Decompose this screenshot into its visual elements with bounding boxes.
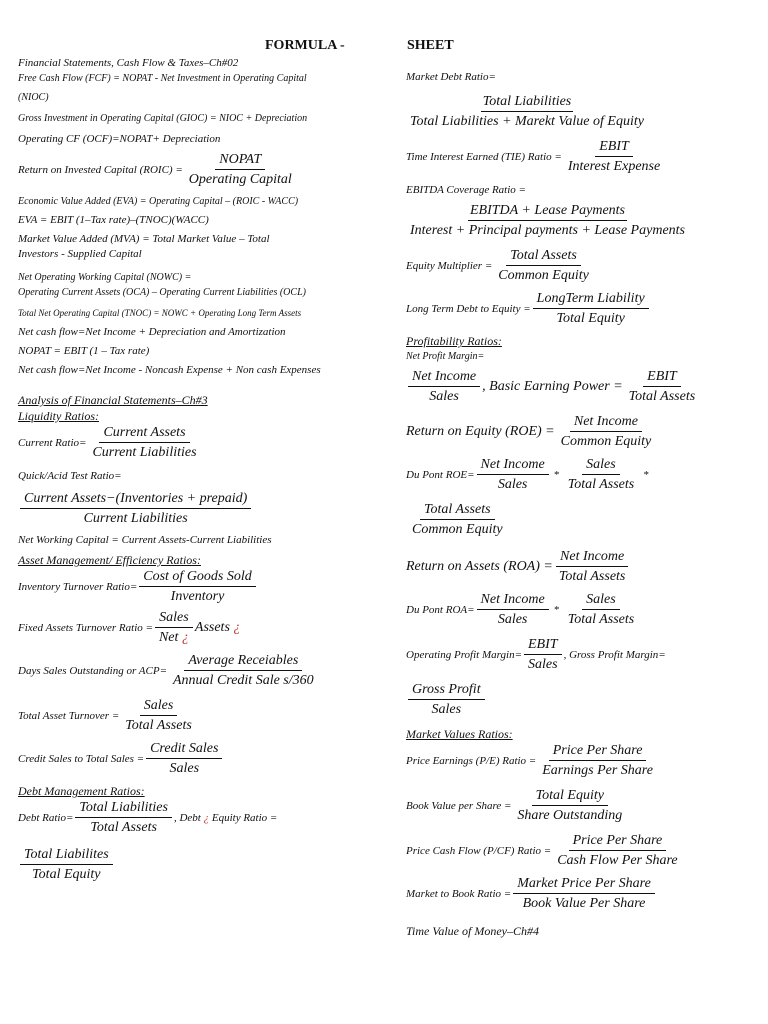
du-pont-roe-fraction-2 bbox=[564, 456, 639, 493]
profitability-heading: Profitability Ratios: bbox=[406, 334, 502, 348]
debt-equity-label: , Debt ¿ Equity Ratio = bbox=[173, 811, 278, 824]
du-pont-roa-denominator-2: Total Assets bbox=[567, 612, 635, 627]
net-profit-margin-label: Net Profit Margin= bbox=[406, 351, 485, 362]
price-cash-flow-formula bbox=[406, 832, 756, 869]
debt-equity-formula bbox=[18, 846, 388, 883]
title-sheet: SHEET bbox=[407, 38, 454, 53]
du-pont-roe-fraction-1 bbox=[477, 456, 549, 493]
current-ratio-formula bbox=[18, 424, 388, 461]
roa-numerator: Net Income bbox=[556, 548, 628, 567]
operating-profit-margin-label: Operating Profit Margin= bbox=[406, 648, 522, 661]
du-pont-roa-fraction-2 bbox=[564, 591, 639, 628]
operating-profit-margin-numerator: EBIT bbox=[524, 636, 562, 655]
ch4-heading: Time Value of Money–Ch#4 bbox=[406, 924, 539, 938]
current-ratio-label: Current Ratio= bbox=[18, 436, 87, 449]
long-term-debt-equity-numerator: LongTerm Liability bbox=[533, 290, 649, 309]
operating-profit-margin-denominator: Sales bbox=[528, 657, 558, 672]
ch2-heading: Financial Statements, Cash Flow & Taxes–Ch#02 bbox=[18, 57, 239, 69]
title-formula: FORMULA - bbox=[265, 38, 345, 53]
price-cash-flow-fraction bbox=[553, 832, 681, 869]
gross-profit-margin-label: , Gross Profit Margin= bbox=[563, 648, 666, 661]
current-ratio-fraction bbox=[88, 424, 200, 461]
market-debt-ratio-fraction bbox=[408, 93, 646, 130]
market-debt-ratio-label: Market Debt Ratio= bbox=[406, 71, 496, 83]
dso-denominator: Annual Credit Sale s/360 bbox=[173, 673, 314, 688]
roic-numerator: NOPAT bbox=[215, 151, 265, 170]
ncf-formula-2: Net cash flow=Net Income - Noncash Expense + Non cash Expenses bbox=[18, 364, 321, 376]
du-pont-roe-numerator-3: Total Assets bbox=[420, 501, 495, 520]
debt-ratio-formula bbox=[18, 799, 388, 836]
du-pont-roe-denominator-2: Total Assets bbox=[567, 477, 635, 492]
ebitda-coverage-formula bbox=[406, 202, 756, 239]
net-profit-margin-denominator: Sales bbox=[429, 389, 459, 404]
pe-ratio-denominator: Earnings Per Share bbox=[542, 763, 653, 778]
fcf-line-2: (NIOC) bbox=[18, 92, 49, 103]
debt-ratio-label: Debt Ratio= bbox=[18, 811, 74, 824]
gross-profit-margin-fraction bbox=[408, 681, 485, 718]
nowc-formula-1: Net Operating Working Capital (NOWC) = bbox=[18, 272, 192, 283]
roe-denominator: Common Equity bbox=[560, 434, 652, 449]
tie-numerator: EBIT bbox=[595, 138, 633, 157]
tie-fraction bbox=[564, 138, 664, 175]
basic-earning-power-numerator: EBIT bbox=[643, 368, 681, 387]
inventory-turnover-formula bbox=[18, 568, 388, 605]
dso-formula bbox=[18, 652, 388, 689]
debt-ratio-numerator: Total Liabilities bbox=[75, 799, 172, 818]
credit-sales-formula bbox=[18, 740, 388, 777]
du-pont-roe-numerator-1: Net Income bbox=[477, 456, 549, 475]
du-pont-roe-fraction-3 bbox=[408, 501, 507, 538]
roic-formula bbox=[18, 151, 388, 188]
nwc-formula: Net Working Capital = Current Assets-Current Liabilities bbox=[18, 534, 272, 546]
roe-fraction bbox=[557, 413, 656, 450]
fixed-assets-turnover-label: Fixed Assets Turnover Ratio = bbox=[18, 621, 153, 634]
basic-earning-power-fraction bbox=[625, 368, 700, 405]
roic-fraction bbox=[185, 151, 296, 188]
ocf-formula: Operating CF (OCF)=NOPAT+ Depreciation bbox=[18, 133, 221, 145]
total-asset-turnover-formula bbox=[18, 697, 388, 734]
book-value-fraction bbox=[513, 787, 626, 824]
roic-label: Return on Invested Capital (ROIC) = bbox=[18, 163, 183, 176]
debt-equity-denominator: Total Equity bbox=[32, 867, 101, 882]
du-pont-roe-numerator-2: Sales bbox=[582, 456, 620, 475]
operating-profit-margin-fraction bbox=[524, 636, 562, 673]
du-pont-roe-formula bbox=[406, 456, 756, 493]
mva-formula-2: Investors - Supplied Capital bbox=[18, 248, 142, 260]
equity-multiplier-fraction bbox=[494, 247, 593, 284]
credit-sales-denominator: Sales bbox=[169, 761, 200, 776]
quick-ratio-formula bbox=[18, 490, 388, 527]
nopat-formula: NOPAT = EBIT (1 – Tax rate) bbox=[18, 345, 150, 357]
price-cash-flow-numerator: Price Per Share bbox=[569, 832, 667, 851]
current-ratio-denominator: Current Liabilities bbox=[92, 445, 197, 460]
debt-equity-numerator: Total Liabilites bbox=[20, 846, 113, 865]
ebitda-coverage-denominator: Interest + Principal payments + Lease Payments bbox=[410, 223, 685, 238]
total-asset-turnover-numerator: Sales bbox=[140, 697, 178, 716]
liquidity-heading: Liquidity Ratios: bbox=[18, 409, 99, 423]
long-term-debt-equity-formula bbox=[406, 290, 756, 327]
market-debt-ratio-denominator: Total Liabilities + Marekt Value of Equity bbox=[410, 114, 644, 129]
equity-multiplier-denominator: Common Equity bbox=[498, 268, 589, 283]
right-column bbox=[406, 70, 756, 939]
du-pont-roe-denominator-3: Common Equity bbox=[412, 522, 503, 537]
market-debt-ratio-numerator: Total Liabilities bbox=[481, 93, 574, 112]
quick-ratio-numerator: Current Assets−(Inventories + prepaid) bbox=[20, 490, 251, 509]
du-pont-roe-denominator-1: Sales bbox=[497, 477, 528, 492]
multiply-sign: * bbox=[550, 603, 562, 616]
credit-sales-label: Credit Sales to Total Sales = bbox=[18, 752, 145, 765]
eva-formula-1: Economic Value Added (EVA) = Operating Capital – (ROIC - WACC) bbox=[18, 196, 299, 207]
left-column bbox=[18, 56, 388, 883]
fixed-assets-turnover-denominator: Net ¿ bbox=[158, 630, 189, 645]
debt-ratio-denominator: Total Assets bbox=[90, 820, 157, 835]
basic-earning-power-label: , Basic Earning Power = bbox=[482, 378, 623, 394]
inventory-turnover-label: Inventory Turnover Ratio= bbox=[18, 580, 138, 593]
market-to-book-label: Market to Book Ratio = bbox=[406, 887, 512, 900]
book-value-label: Book Value per Share = bbox=[406, 799, 512, 812]
ch3-heading: Analysis of Financial Statements–Ch#3 bbox=[18, 393, 208, 407]
du-pont-roa-denominator-1: Sales bbox=[497, 612, 528, 627]
book-value-denominator: Share Outstanding bbox=[517, 808, 623, 823]
gross-profit-margin-denominator: Sales bbox=[431, 702, 462, 717]
pe-ratio-fraction bbox=[538, 742, 657, 779]
roic-denominator: Operating Capital bbox=[188, 172, 292, 187]
ebitda-coverage-fraction bbox=[408, 202, 687, 239]
du-pont-roa-formula bbox=[406, 591, 756, 628]
roa-label: Return on Assets (ROA) = bbox=[406, 558, 553, 574]
roe-label: Return on Equity (ROE) = bbox=[406, 423, 555, 439]
debt-ratio-fraction bbox=[75, 799, 172, 836]
eva-formula-2: EVA = EBIT (1–Tax rate)–(TNOC)(WACC) bbox=[18, 214, 209, 226]
tie-denominator: Interest Expense bbox=[567, 159, 661, 174]
tie-formula bbox=[406, 138, 756, 175]
tnoc-formula: Total Net Operating Capital (TNOC) = NOWC + Operating Long Term Assets bbox=[18, 308, 302, 318]
fixed-assets-turnover-tail: Assets ¿ bbox=[194, 619, 241, 635]
du-pont-roe-label: Du Pont ROE= bbox=[406, 468, 475, 481]
price-cash-flow-denominator: Cash Flow Per Share bbox=[557, 853, 678, 868]
pe-ratio-formula bbox=[406, 742, 756, 779]
dso-fraction bbox=[169, 652, 318, 689]
credit-sales-fraction bbox=[146, 740, 222, 777]
roa-fraction bbox=[555, 548, 630, 585]
tie-label: Time Interest Earned (TIE) Ratio = bbox=[406, 150, 562, 163]
quick-ratio-denominator: Current Liabilities bbox=[83, 511, 188, 526]
quick-ratio-label: Quick/Acid Test Ratio= bbox=[18, 470, 122, 482]
fixed-assets-turnover-fraction bbox=[155, 609, 193, 646]
market-values-heading: Market Values Ratios: bbox=[406, 727, 513, 741]
fixed-assets-turnover-numerator: Sales bbox=[155, 609, 193, 628]
dso-label: Days Sales Outstanding or ACP= bbox=[18, 664, 167, 677]
market-to-book-fraction bbox=[513, 875, 655, 912]
equity-multiplier-label: Equity Multiplier = bbox=[406, 259, 493, 272]
ebitda-coverage-label: EBITDA Coverage Ratio = bbox=[406, 184, 526, 196]
equity-multiplier-formula bbox=[406, 247, 756, 284]
du-pont-roa-label: Du Pont ROA= bbox=[406, 603, 475, 616]
debt-equity-fraction bbox=[20, 846, 113, 883]
quick-ratio-fraction bbox=[20, 490, 251, 527]
debt-management-heading: Debt Management Ratios: bbox=[18, 784, 145, 798]
long-term-debt-equity-fraction bbox=[533, 290, 649, 327]
multiply-sign: * bbox=[550, 468, 562, 481]
roe-formula bbox=[406, 413, 756, 450]
book-value-numerator: Total Equity bbox=[532, 787, 608, 806]
du-pont-roa-fraction-1 bbox=[477, 591, 549, 628]
equity-multiplier-numerator: Total Assets bbox=[506, 247, 581, 266]
multiply-sign: * bbox=[640, 468, 649, 481]
credit-sales-numerator: Credit Sales bbox=[146, 740, 222, 759]
market-debt-ratio-formula bbox=[406, 93, 756, 130]
market-to-book-denominator: Book Value Per Share bbox=[522, 896, 646, 911]
du-pont-roe-formula-cont bbox=[406, 501, 756, 538]
dso-numerator: Average Receiables bbox=[184, 652, 302, 671]
mva-formula-1: Market Value Added (MVA) = Total Market Value – Total bbox=[18, 233, 270, 245]
total-asset-turnover-fraction bbox=[121, 697, 196, 734]
opm-gpm-formula bbox=[406, 636, 756, 673]
roe-numerator: Net Income bbox=[570, 413, 642, 432]
price-cash-flow-label: Price Cash Flow (P/CF) Ratio = bbox=[406, 844, 552, 857]
book-value-formula bbox=[406, 787, 756, 824]
nowc-formula-2: Operating Current Assets (OCA) – Operating Current Liabilities (OCL) bbox=[18, 287, 306, 298]
pe-ratio-label: Price Earnings (P/E) Ratio = bbox=[406, 754, 537, 767]
roa-formula bbox=[406, 548, 756, 585]
fcf-line-1: Free Cash Flow (FCF) = NOPAT - Net Investment in Operating Capital bbox=[18, 73, 307, 84]
ncf-formula-1: Net cash flow=Net Income + Depreciation and Amortization bbox=[18, 326, 286, 338]
long-term-debt-equity-denominator: Total Equity bbox=[556, 311, 625, 326]
ebitda-coverage-numerator: EBITDA + Lease Payments bbox=[468, 202, 627, 221]
inventory-turnover-fraction bbox=[139, 568, 256, 605]
market-to-book-numerator: Market Price Per Share bbox=[513, 875, 655, 894]
fixed-assets-turnover-formula bbox=[18, 609, 388, 646]
gross-profit-margin-numerator: Gross Profit bbox=[408, 681, 485, 700]
long-term-debt-equity-label: Long Term Debt to Equity = bbox=[406, 302, 531, 315]
pe-ratio-numerator: Price Per Share bbox=[549, 742, 647, 761]
gross-profit-margin-formula bbox=[406, 681, 756, 718]
npm-bep-formula bbox=[406, 368, 756, 405]
total-asset-turnover-denominator: Total Assets bbox=[125, 718, 192, 733]
asset-management-heading: Asset Management/ Efficiency Ratios: bbox=[18, 553, 201, 567]
du-pont-roa-numerator-1: Net Income bbox=[477, 591, 549, 610]
roa-denominator: Total Assets bbox=[558, 569, 626, 584]
inventory-turnover-numerator: Cost of Goods Sold bbox=[139, 568, 256, 587]
current-ratio-numerator: Current Assets bbox=[99, 424, 189, 443]
basic-earning-power-denominator: Total Assets bbox=[628, 389, 696, 404]
market-to-book-formula bbox=[406, 875, 756, 912]
total-asset-turnover-label: Total Asset Turnover = bbox=[18, 709, 120, 722]
du-pont-roa-numerator-2: Sales bbox=[582, 591, 620, 610]
gioc-formula: Gross Investment in Operating Capital (GIOC) = NIOC + Depreciation bbox=[18, 113, 308, 124]
net-profit-margin-fraction bbox=[408, 368, 480, 405]
inventory-turnover-denominator: Inventory bbox=[170, 589, 225, 604]
net-profit-margin-numerator: Net Income bbox=[408, 368, 480, 387]
